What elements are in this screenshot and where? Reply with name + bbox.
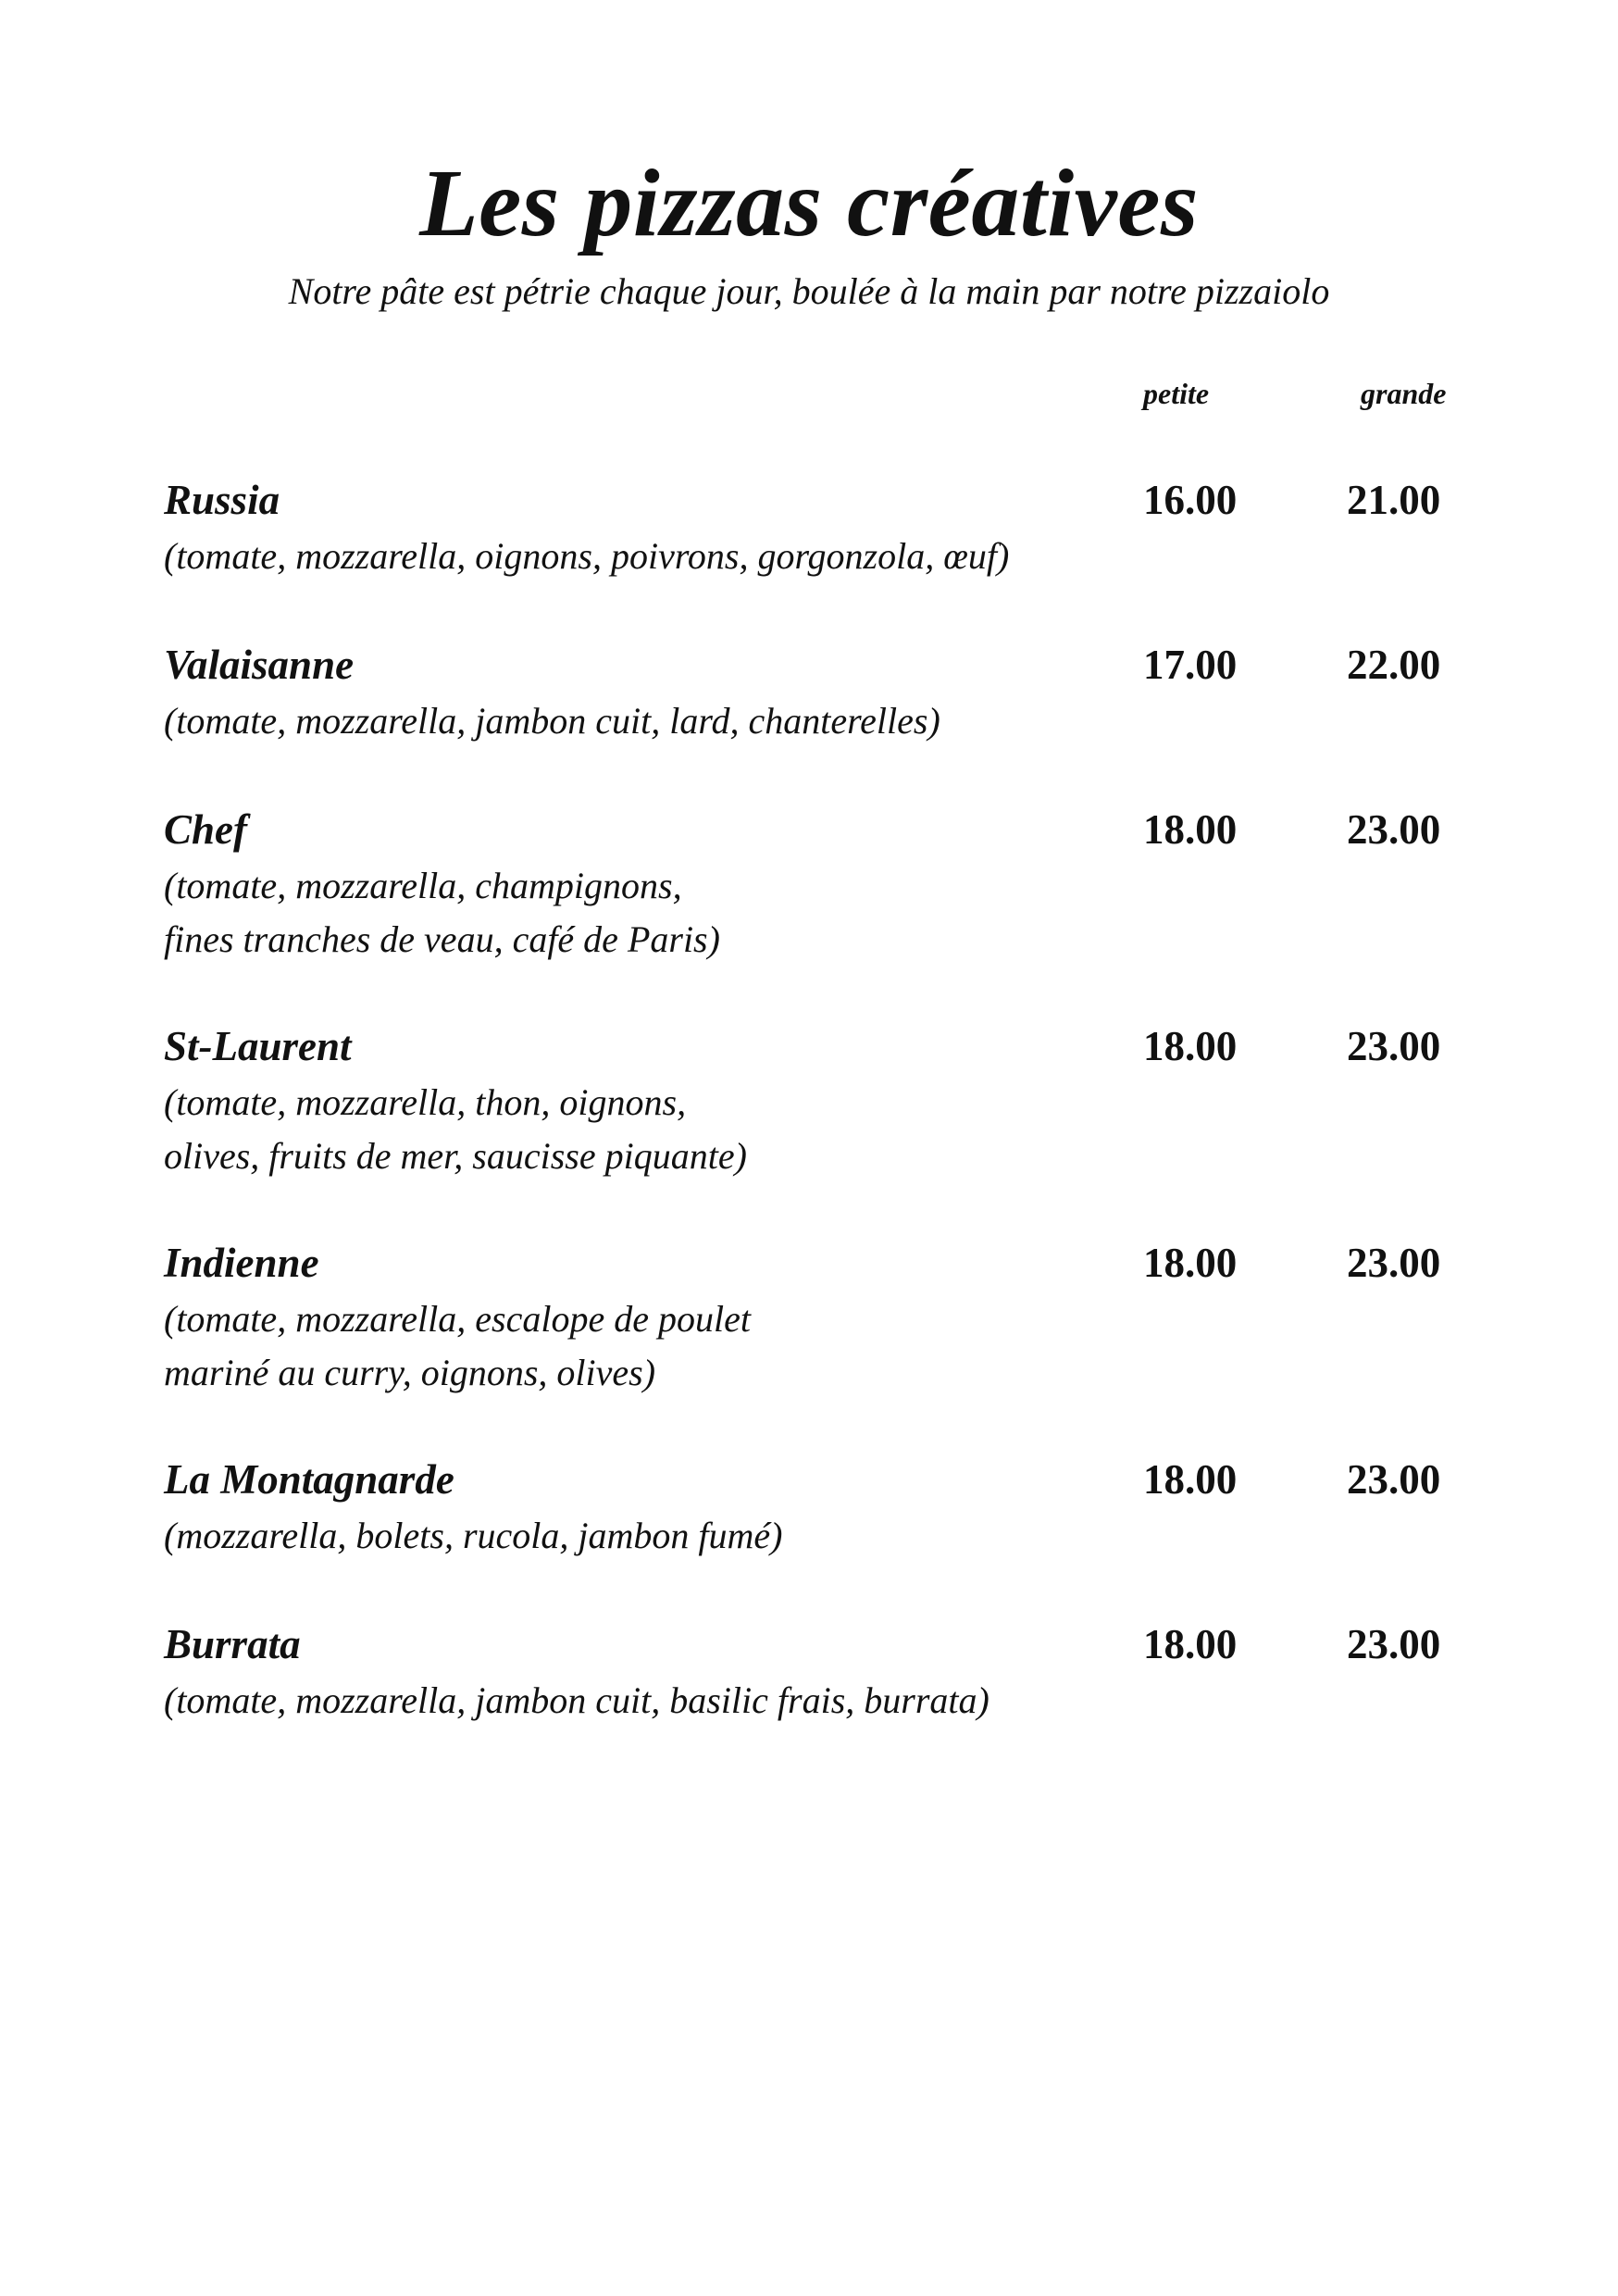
- item-description-line: (tomate, mozzarella, escalope de poulet: [164, 1298, 751, 1340]
- item-description-line: (mozzarella, bolets, rucola, jambon fumé): [164, 1515, 783, 1556]
- item-description-line: (tomate, mozzarella, jambon cuit, lard, chanterelles): [164, 700, 940, 742]
- item-description-line: (tomate, mozzarella, jambon cuit, basilic frais, burrata): [164, 1679, 989, 1721]
- item-description-line: (tomate, mozzarella, champignons,: [164, 865, 682, 906]
- item-description-line: (tomate, mozzarella, oignons, poivrons, gorgonzola, œuf): [164, 535, 1010, 577]
- item-name: Russia: [164, 477, 280, 523]
- item-description: [164, 1076, 1089, 1183]
- size-header-grande: grande: [1361, 377, 1447, 410]
- page-subtitle: Notre pâte est pétrie chaque jour, boulée à la main par notre pizzaiolo: [288, 270, 1330, 312]
- price-petite: 17.00: [1143, 642, 1238, 688]
- price-grande: 23.00: [1347, 1456, 1441, 1503]
- item-description-line: olives, fruits de mer, saucisse piquante): [164, 1135, 747, 1177]
- page-title: Les pizzas créatives: [419, 150, 1199, 256]
- price-grande: 23.00: [1347, 1621, 1441, 1667]
- item-description: [164, 1292, 1089, 1400]
- size-header-petite: petite: [1143, 377, 1210, 410]
- item-name: St-Laurent: [164, 1023, 352, 1069]
- price-grande: 21.00: [1347, 477, 1441, 523]
- item-name: La Montagnarde: [164, 1456, 454, 1503]
- item-name: Burrata: [164, 1621, 301, 1667]
- item-description: [164, 530, 1089, 583]
- item-description-line: mariné au curry, oignons, olives): [164, 1352, 656, 1393]
- price-petite: 16.00: [1143, 477, 1238, 523]
- item-description: [164, 859, 1089, 967]
- price-petite: 18.00: [1143, 806, 1238, 853]
- price-petite: 18.00: [1143, 1023, 1238, 1069]
- price-grande: 23.00: [1347, 1240, 1441, 1286]
- item-name: Valaisanne: [164, 642, 355, 688]
- item-description: [164, 1674, 1089, 1728]
- price-grande: 23.00: [1347, 1023, 1441, 1069]
- price-petite: 18.00: [1143, 1456, 1238, 1503]
- price-petite: 18.00: [1143, 1240, 1238, 1286]
- item-description-line: (tomate, mozzarella, thon, oignons,: [164, 1081, 687, 1123]
- price-petite: 18.00: [1143, 1621, 1238, 1667]
- price-grande: 22.00: [1347, 642, 1441, 688]
- item-description-line: fines tranches de veau, café de Paris): [164, 918, 720, 960]
- item-description: [164, 694, 1089, 748]
- item-description: [164, 1509, 1089, 1563]
- price-grande: 23.00: [1347, 806, 1441, 853]
- item-name: Indienne: [164, 1240, 319, 1286]
- item-name: Chef: [164, 806, 247, 853]
